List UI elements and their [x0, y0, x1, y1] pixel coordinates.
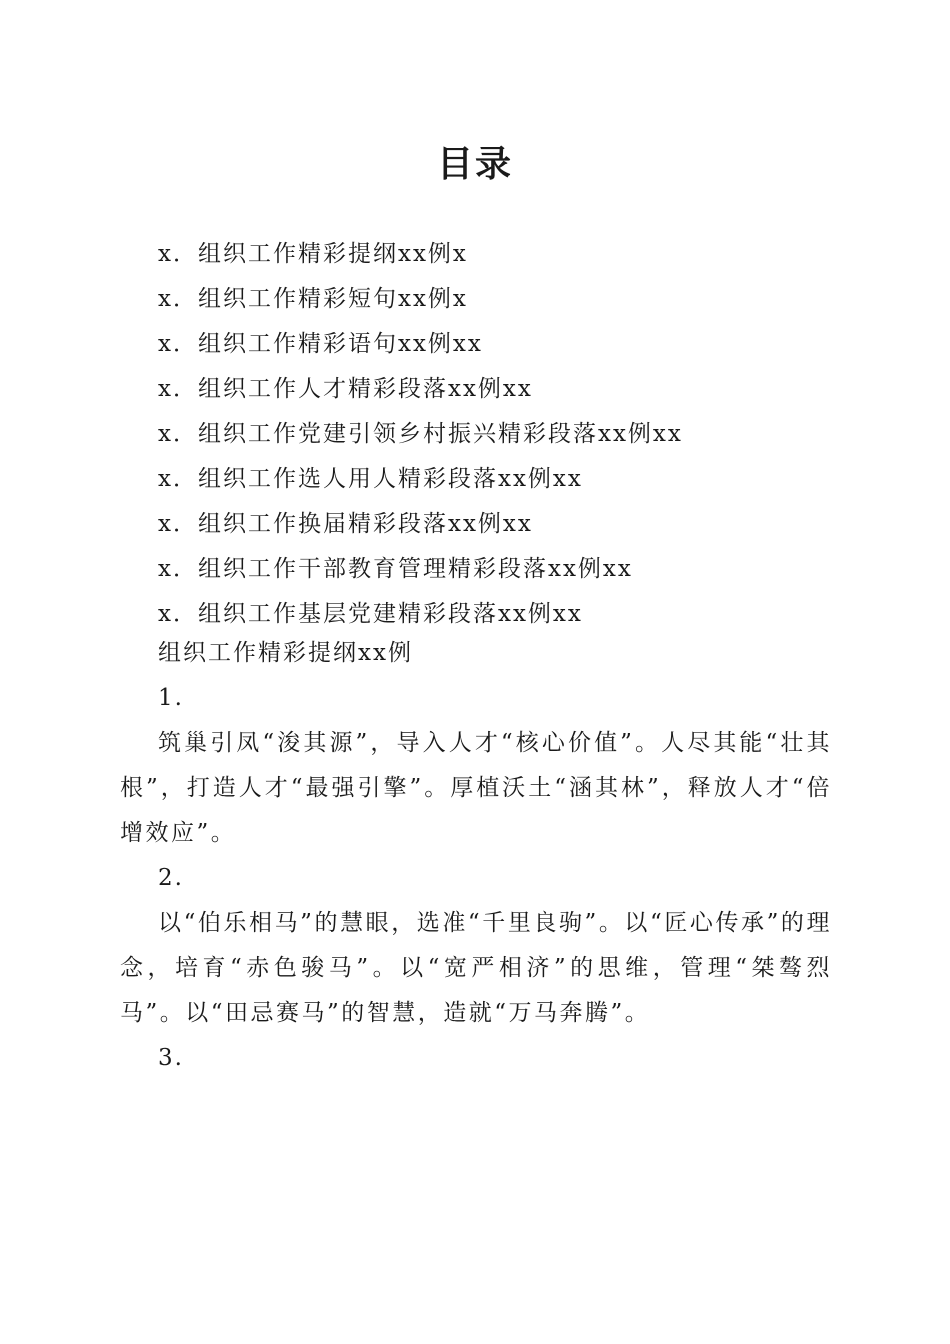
item-paragraph: 以“伯乐相马”的慧眼，选准“千里良驹”。以“匠心传承”的理念，培育“赤色骏马”。以“宽严相济”的思维，管理“桀骜烈马”。以“田忌赛马”的智慧，造就“万马奔腾”。: [120, 910, 832, 1026]
table-of-contents: [158, 232, 683, 637]
toc-item[interactable]: x．组织工作党建引领乡村振兴精彩段落xx例xx: [158, 421, 683, 447]
item-number: 2.: [158, 865, 184, 891]
item-number: 1.: [158, 685, 184, 711]
toc-item[interactable]: x．组织工作基层党建精彩段落xx例xx: [158, 601, 583, 627]
toc-item[interactable]: x．组织工作精彩语句xx例xx: [158, 331, 483, 357]
item-paragraph: 筑巢引凤“浚其源”，导入人才“核心价值”。人尽其能“壮其根”，打造人才“最强引擎”。厚植沃土“涵其林”，释放人才“倍增效应”。: [120, 730, 832, 846]
toc-item[interactable]: x．组织工作精彩提纲xx例x: [158, 241, 468, 267]
section-heading: 组织工作精彩提纲xx例: [158, 640, 413, 666]
toc-item[interactable]: x．组织工作选人用人精彩段落xx例xx: [158, 466, 583, 492]
toc-item[interactable]: x．组织工作换届精彩段落xx例xx: [158, 511, 533, 537]
toc-item[interactable]: x．组织工作人才精彩段落xx例xx: [158, 376, 533, 402]
toc-item[interactable]: x．组织工作干部教育管理精彩段落xx例xx: [158, 556, 633, 582]
document-body: [120, 631, 832, 1081]
item-number: 3.: [158, 1045, 184, 1071]
page-title: 目录: [436, 143, 513, 185]
toc-item[interactable]: x．组织工作精彩短句xx例x: [158, 286, 468, 312]
